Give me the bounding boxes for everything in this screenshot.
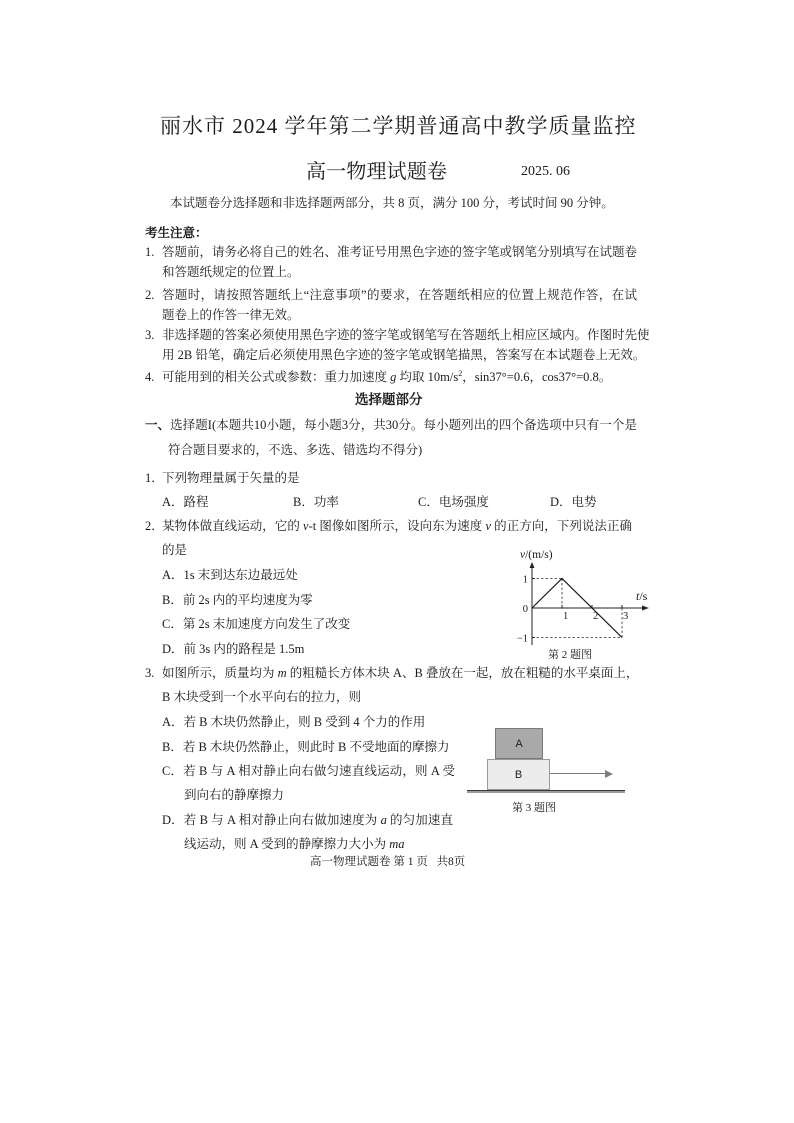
x-tick-label: 1 [563,611,569,622]
block-b-label: B [514,768,523,781]
intro-text: 本试题卷分选择题和非选择题两部分，共 8 页，满分 100 分，考试时间 90 分钟。 [170,196,614,210]
notice-item-number: 3. [145,328,155,342]
notice-item-line: 答题前，请务必将自己的姓名、准考证号用黑色字迹的签字笔或钢笔分别填写在试题卷 [162,245,638,259]
y-axis-symbol: v [520,549,526,561]
figure-2-caption: 第 2 题图 [548,649,592,661]
variable-v: v [485,519,492,533]
notice-item-line: 用 2B 铅笔，确定后必须使用黑色字迹的签字笔或钢笔描黑，答案写在本试题卷上无效。 [162,348,646,362]
exam-title: 丽水市 2024 学年第二学期普通高中教学质量监控 [160,114,637,138]
option-c: C．电场强度 [418,495,489,509]
text-segment: 选择题I(本题共10小题，每小题3分，共30分。每小题列出的四个备选项中只有一个是 [170,418,637,432]
x-axis-label [636,589,648,603]
text-segment: 某物体做直线运动，它的 [162,519,304,533]
arrow-head-icon [605,770,613,778]
x-axis-symbol: t [636,589,640,603]
notice-item-line: 题卷上的作答一律无效。 [162,308,300,322]
section-title: 选择题部分 [355,392,423,407]
question-stem [162,664,639,682]
question-stem: 的是 [162,543,188,557]
question-number: 2． [145,519,164,533]
exam-date: 2025. 06 [521,164,570,179]
question-stem: B 木块受到一个水平向右的拉力，则 [162,690,361,704]
pull-force-arrow [550,773,606,774]
text-segment: -t 图像如图所示，设向东为速度 [308,519,486,533]
exponent: 2 [458,368,463,378]
option-c-continued: 到向右的静摩擦力 [184,788,285,802]
variable-ma: ma [389,837,405,851]
notice-item-number: 1. [145,245,155,259]
vt-graph [515,545,660,649]
notice-item-line: 答题时，请按照答题纸上“注意事项”的要求，在答题纸相应的位置上规范作答，在试 [162,288,637,302]
part-heading-line: 符合题目要求的，不选、多选、错选均不得分) [168,443,423,457]
x-axis-arrow [642,606,649,611]
question-number: 3. [145,666,155,680]
variable-m: m [277,666,287,680]
question-stem [162,517,632,535]
variable-v: v [303,519,309,533]
block-a [495,728,543,759]
text-segment: 如图所示，质量均为 [162,666,278,680]
option-c: C．第 2s 末加速度方向发生了改变 [162,617,351,631]
block-b [487,759,550,790]
text-segment: 的正方向，下列说法正确 [491,519,632,533]
option-d: D．前 3s 内的路程是 1.5m [162,642,305,656]
option-b: B．功率 [293,495,339,509]
variable-a: a [380,813,387,827]
text-segment: ，sin37°=0.6，cos37°=0.8。 [462,370,612,384]
question-number: 1． [145,471,164,485]
figure-3-caption: 第 3 题图 [512,802,556,814]
origin-label: 0 [522,604,528,615]
option-a: A．1s 末到达东边最远处 [162,568,298,582]
text-segment: D．若 B 与 A 相对静止向右做加速度为 [162,813,381,827]
y-tick-label: 1 [522,574,528,586]
notice-item-number: 4. [145,370,155,384]
notice-item-line: 和答题纸规定的位置上。 [162,265,300,279]
text-segment: 线运动，则 A 受到的静摩擦力大小为 [184,837,390,851]
block-a-label: A [515,737,523,750]
option-d-continued [184,835,405,853]
text-segment: 均取 10m/s [396,370,459,384]
option-c: C．若 B 与 A 相对静止向右做匀速直线运动，则 A 受 [162,764,455,778]
y-axis-arrow [530,562,535,568]
x-axis-unit: /s [639,589,648,603]
x-tick-label: 3 [623,611,629,622]
notice-heading: 考生注意： [145,226,208,240]
page-footer: 高一物理试题卷 第 1 页 共8页 [310,856,466,868]
x-tick-label: 2 [593,611,599,622]
text-segment: 可能用到的相关公式或参数：重力加速度 [162,370,391,384]
text-segment: 的粗糙长方体木块 A、B 叠放在一起，放在粗糙的水平桌面上， [286,666,639,680]
option-a: A．若 B 木块仍然静止，则 B 受到 4 个力的作用 [162,715,426,729]
option-b: B．若 B 木块仍然静止，则此时 B 不受地面的摩擦力 [162,740,450,754]
table-surface [467,790,625,793]
text-segment: 的匀加速直 [386,813,453,827]
question-stem: 下列物理量属于矢量的是 [162,471,300,485]
option-d [162,811,453,829]
variable-g: g [390,370,397,384]
part-heading-line [145,416,637,434]
option-d: D．电势 [550,495,597,509]
part-number: 一、 [145,418,171,432]
notice-item-number: 2. [145,288,155,302]
option-a: A．路程 [162,495,209,509]
notice-item-line: 非选择题的答案必须使用黑色字迹的签字笔或钢笔写在答题纸上相应区域内。作图时先使 [162,328,650,342]
y-axis-label [520,549,553,561]
notice-item-line [162,368,611,386]
option-b: B．前 2s 内的平均速度为零 [162,593,313,607]
paper-subtitle: 高一物理试题卷 [306,161,447,183]
y-axis-unit: /(m/s) [525,549,553,561]
y-tick-label: −1 [516,633,528,645]
